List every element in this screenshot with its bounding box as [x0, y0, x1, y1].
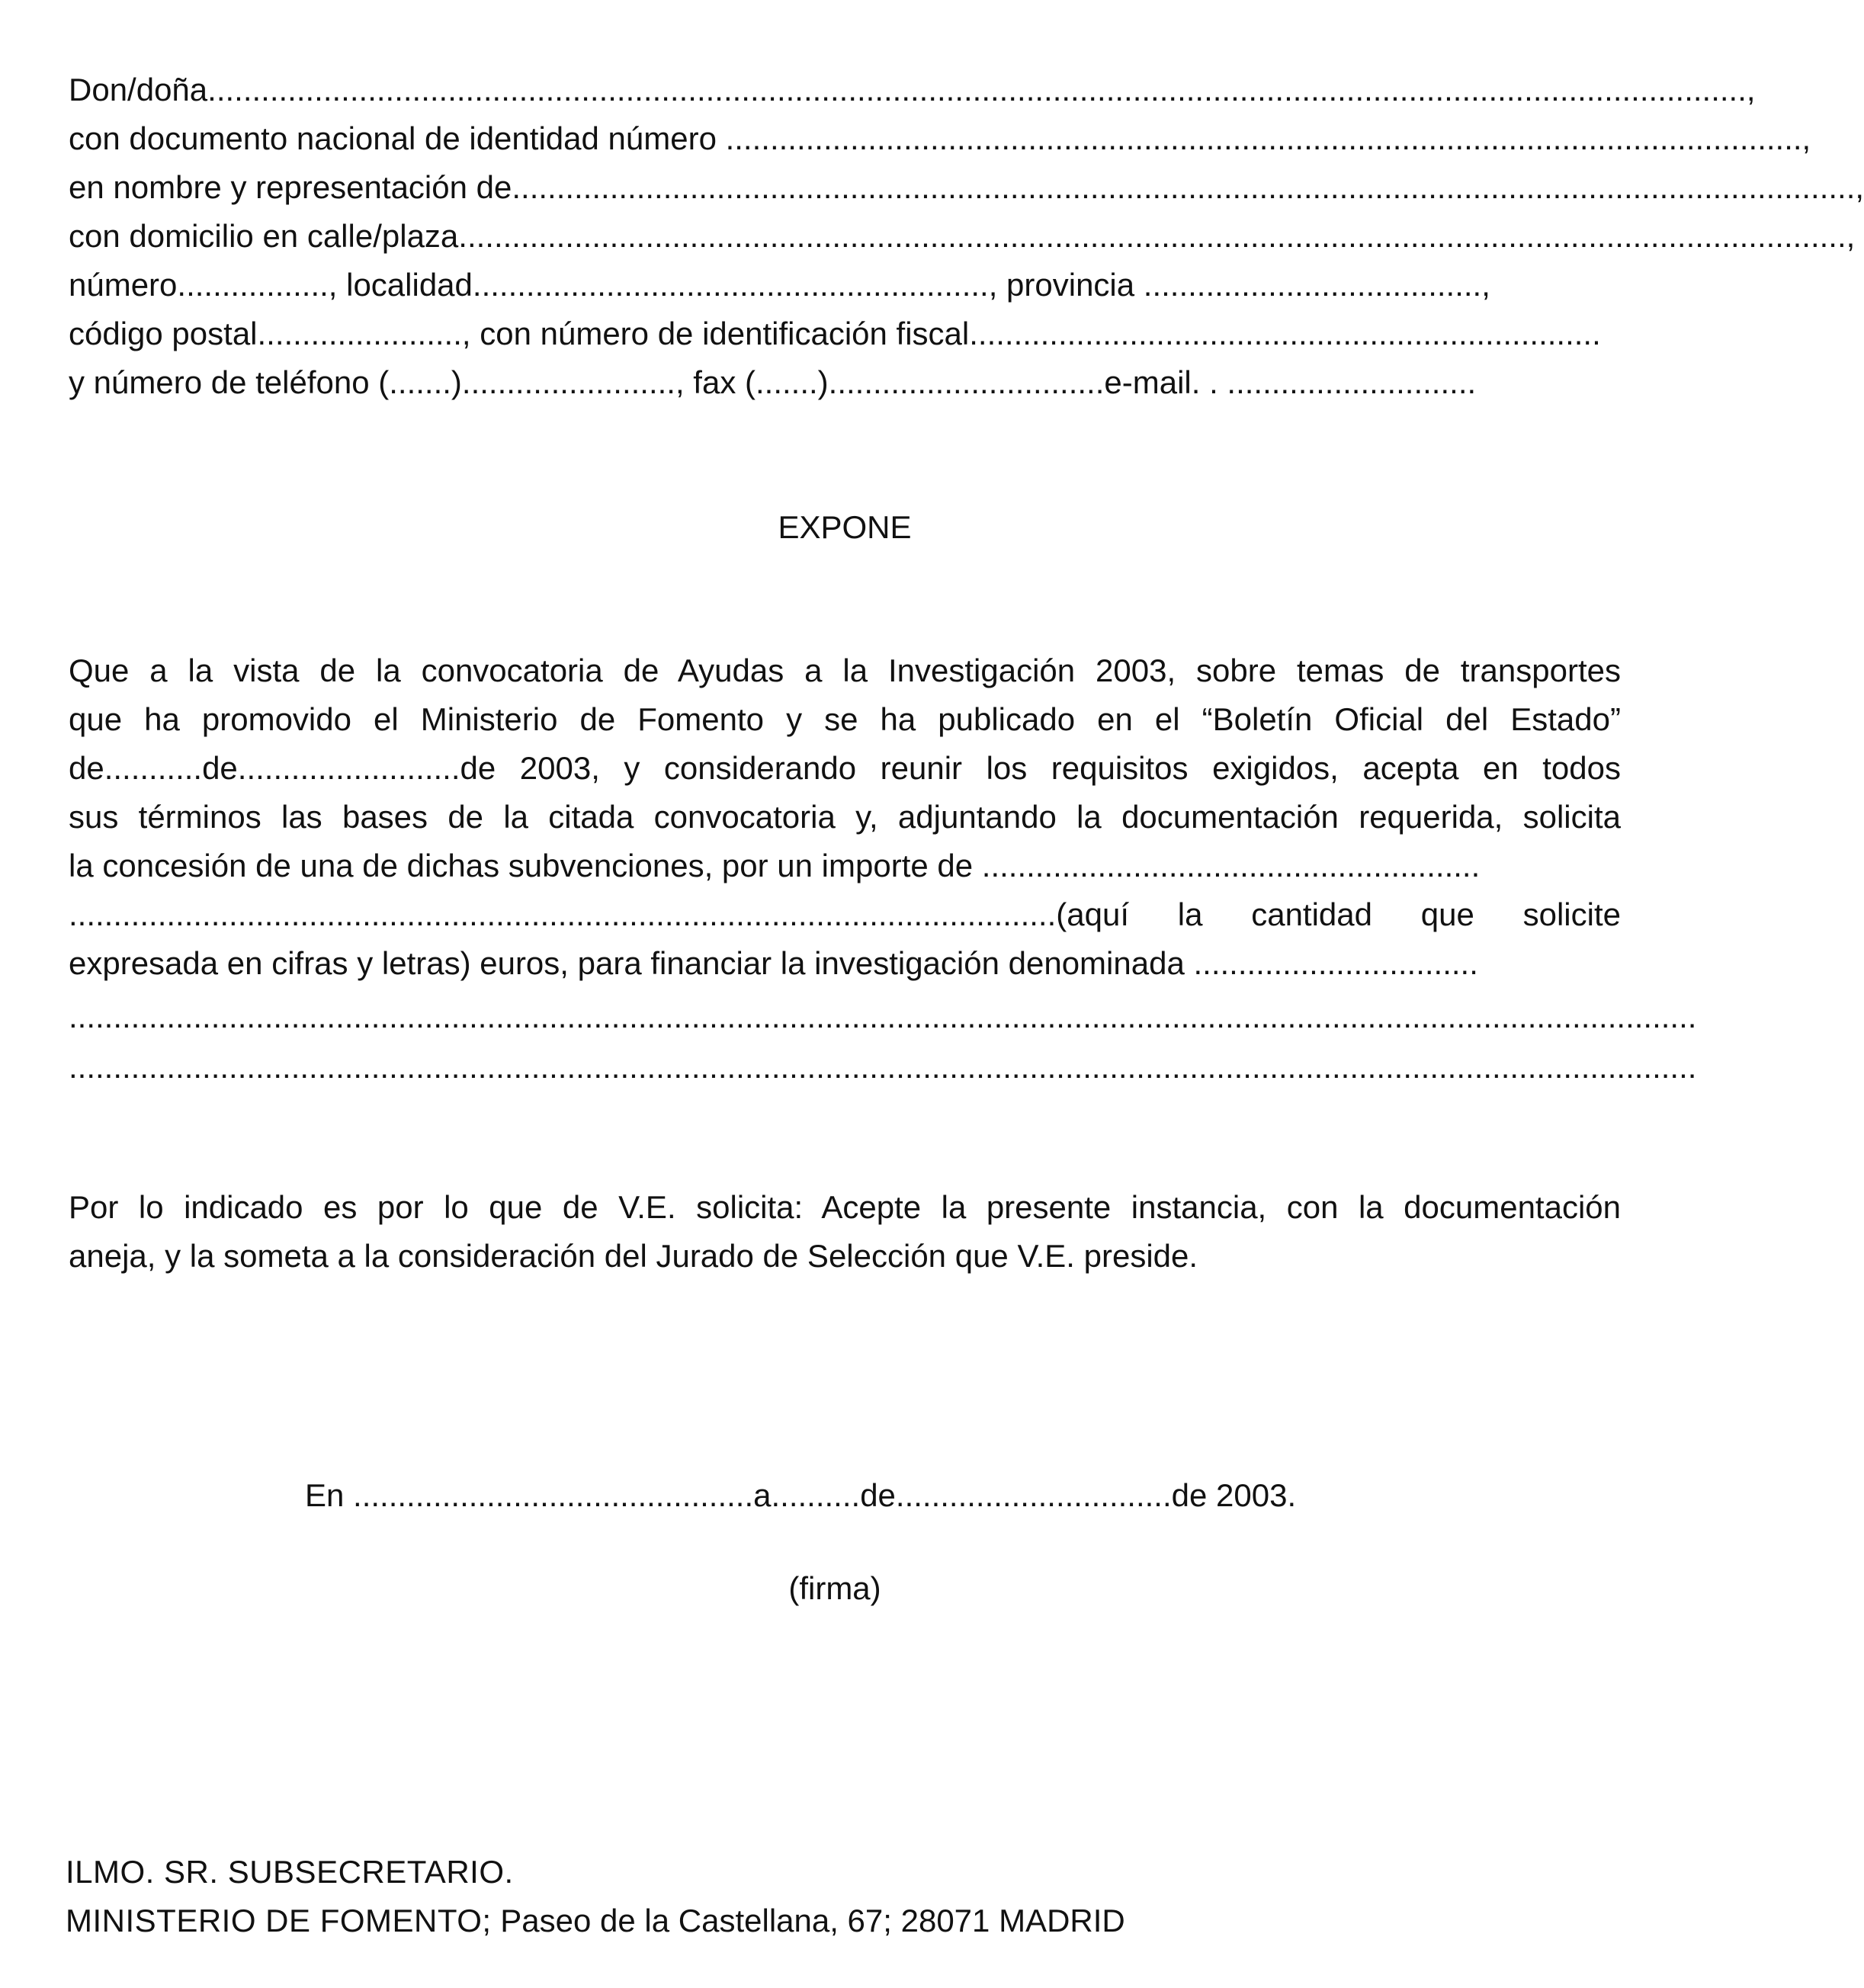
expone-line: la concesión de una de dichas subvenciones, por un importe de ........................................................	[69, 848, 1481, 883]
field-telefono-fax-email: y número de teléfono (.......)........................, fax (.......)...............................e-mail. . ............................	[69, 364, 1477, 400]
solicita-line: aneja, y la someta a la consideración del Jurado de Selección que V.E. preside.	[69, 1238, 1198, 1274]
expone-heading: EXPONE	[778, 509, 912, 545]
addressee-address	[66, 1897, 1125, 1945]
addressee-title	[66, 1848, 514, 1897]
expone-line: sus términos las bases de la citada convocatoria y, adjuntando la documentación requerida, solicita	[69, 799, 1621, 835]
field-numero-localidad-provincia: número................., localidad.........................................................., provincia ......................................,	[69, 267, 1490, 303]
field-dni: con documento nacional de identidad número .........................................................................................................................,	[69, 120, 1811, 156]
expone-line: de...........de.........................de 2003, y considerando reunir los requisitos exigidos, acepta en todos	[69, 750, 1621, 786]
expone-blank-line: .......................................................................................................................................................................................	[69, 999, 1697, 1034]
solicita-line: Por lo indicado es por lo que de V.E. solicita: Acepte la presente instancia, con la documentación	[69, 1189, 1621, 1225]
expone-blank-line: .......................................................................................................................................................................................	[69, 1049, 1697, 1085]
field-domicilio: con domicilio en calle/plaza............................................................................................................................................................,	[69, 218, 1856, 254]
expone-line: ...............................................................................................................(aquí la cantidad que solicite	[69, 896, 1621, 932]
field-representacion: en nombre y representación de.......................................................................................................................................................,	[69, 169, 1864, 205]
expone-line: Que a la vista de la convocatoria de Ayudas a la Investigación 2003, sobre temas de transportes	[69, 653, 1621, 688]
addressee-street: Paseo de la Castellana, 67; 28071 MADRID	[491, 1903, 1125, 1938]
field-don-dona: Don/doña.............................................................................................................................................................................,	[69, 72, 1756, 107]
place-date-line: En .............................................a..........de...............................de 2003.	[305, 1477, 1297, 1513]
addressee-ministry: MINISTERIO DE FOMENTO;	[66, 1903, 492, 1938]
expone-line: que ha promovido el Ministerio de Fomento y se ha publicado en el “Boletín Oficial del Estado”	[69, 701, 1621, 737]
expone-line: expresada en cifras y letras) euros, para financiar la investigación denominada ................................	[69, 945, 1478, 981]
field-codigo-postal-nif: código postal......................., con número de identificación fiscal.......................................................................	[69, 316, 1601, 351]
signature-label: (firma)	[788, 1570, 881, 1606]
addressee-title-text: ILMO. SR. SUBSECRETARIO.	[66, 1854, 514, 1890]
